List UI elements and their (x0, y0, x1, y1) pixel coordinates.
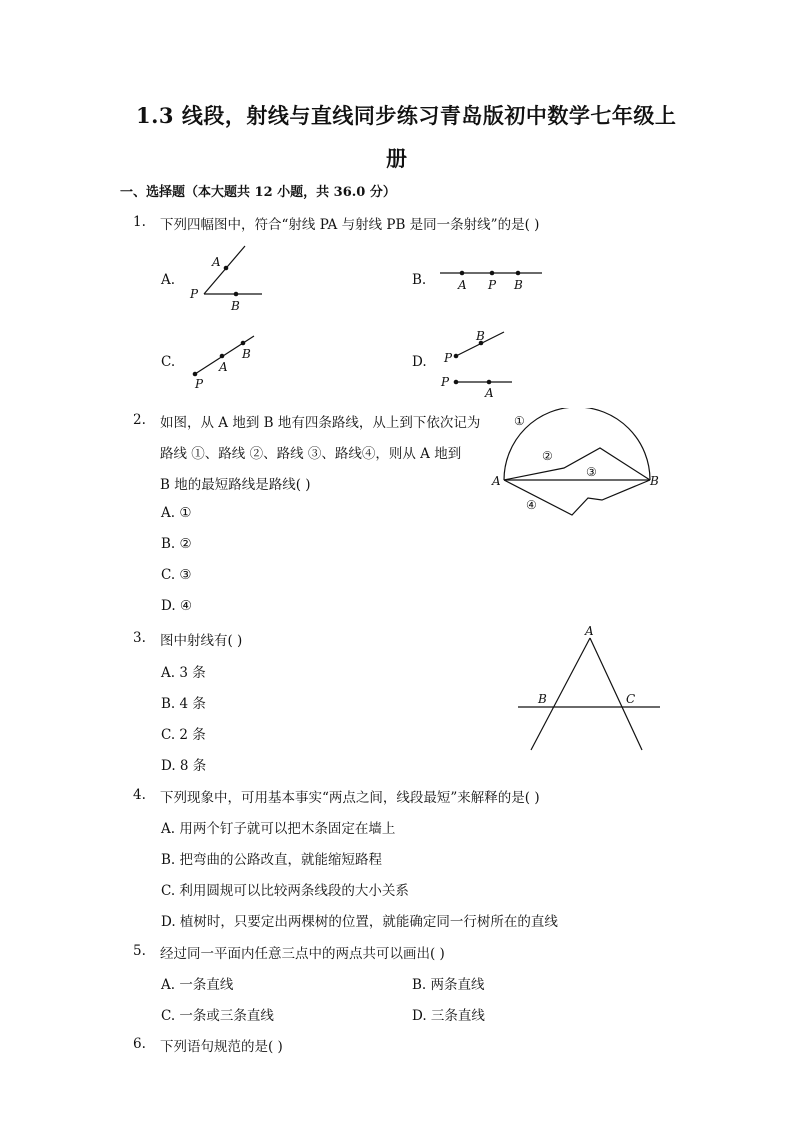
q5-option-d: D. 三条直线 (412, 1008, 485, 1024)
document-title: 1.3 线段，射线与直线同步练习青岛版初中数学七年级上 (136, 103, 677, 128)
q1b-label-b: B (514, 278, 523, 292)
q1-figure-b (430, 258, 550, 298)
q2-option-b: B. ② (161, 536, 192, 552)
q4-option-d: D. 植树时，只要定出两棵树的位置，就能确定同一行树所在的直线 (161, 914, 558, 930)
q3-label-b: B (538, 692, 547, 706)
q2-option-d: D. ④ (161, 598, 193, 614)
q2-route-figure (490, 408, 670, 523)
question-4-text: 下列现象中，可用基本事实“两点之间，线段最短”来解释的是( ) (160, 790, 540, 806)
q2-label-route-2: ② (542, 449, 553, 463)
q2-option-a: A. ① (161, 505, 192, 521)
question-3-text: 图中射线有( ) (160, 633, 243, 649)
question-3-number: 3. (133, 630, 146, 646)
q1c-label-b: B (242, 347, 251, 361)
q1-figure-d (436, 328, 536, 398)
q1a-label-p: P (190, 287, 199, 301)
q3-option-d: D. 8 条 (161, 758, 207, 774)
q1a-label-b: B (231, 299, 240, 313)
q4-option-c: C. 利用圆规可以比较两条线段的大小关系 (161, 883, 409, 899)
q1b-label-a: A (458, 278, 467, 292)
q3-option-a: A. 3 条 (161, 665, 206, 681)
question-1-text: 下列四幅图中，符合“射线 PA 与射线 PB 是同一条射线”的是( ) (160, 217, 540, 233)
question-6-text: 下列语句规范的是( ) (160, 1039, 283, 1055)
q1-option-d-label: D. (412, 354, 427, 370)
document-title-continued: 册 (386, 146, 408, 171)
q3-option-b: B. 4 条 (161, 696, 206, 712)
q5-option-c: C. 一条或三条直线 (161, 1008, 274, 1024)
question-5-text: 经过同一平面内任意三点中的两点共可以画出( ) (160, 946, 445, 962)
q1c-label-a: A (219, 360, 228, 374)
question-4-number: 4. (133, 787, 146, 803)
q2-label-b: B (650, 474, 659, 488)
q3-figure (512, 624, 672, 754)
question-6-number: 6. (133, 1036, 146, 1052)
q4-option-b: B. 把弯曲的公路改直，就能缩短路程 (161, 852, 383, 868)
q3-label-c: C (626, 692, 636, 706)
q3-option-c: C. 2 条 (161, 727, 206, 743)
q1-figure-c (185, 328, 275, 393)
q1b-label-p: P (488, 278, 497, 292)
question-2-line-1: 如图，从 A 地到 B 地有四条路线，从上到下依次记为 (160, 415, 481, 431)
q1d-label-p1: P (444, 351, 453, 365)
q4-option-a: A. 用两个钉子就可以把木条固定在墙上 (161, 821, 396, 837)
q1-option-c-label: C. (161, 354, 176, 370)
q3-label-a: A (585, 624, 594, 638)
q1-option-b-label: B. (412, 272, 427, 288)
q1c-label-p: P (195, 377, 204, 391)
q1d-label-b: B (476, 329, 485, 343)
q5-option-b: B. 两条直线 (412, 977, 485, 993)
q2-option-c: C. ③ (161, 567, 192, 583)
q1-option-a-label: A. (161, 272, 176, 288)
q2-label-route-4: ④ (526, 498, 537, 512)
question-2-number: 2. (133, 412, 146, 428)
question-1-number: 1. (133, 214, 146, 230)
q1a-label-a: A (212, 255, 221, 269)
question-2-line-3: B 地的最短路线是路线( ) (160, 477, 311, 493)
q1-figure-a (180, 242, 280, 317)
question-2-line-2: 路线 ①、路线 ②、路线 ③、路线④，则从 A 地到 (160, 446, 462, 462)
q1d-label-a: A (485, 386, 494, 398)
q2-label-a: A (492, 474, 501, 488)
q2-label-route-3: ③ (586, 465, 597, 479)
q1d-label-p2: P (441, 375, 450, 389)
section-header: 一、选择题（本大题共 12 小题，共 36.0 分） (120, 185, 396, 200)
q2-label-route-1: ① (514, 414, 525, 428)
question-5-number: 5. (133, 943, 146, 959)
q5-option-a: A. 一条直线 (161, 977, 234, 993)
